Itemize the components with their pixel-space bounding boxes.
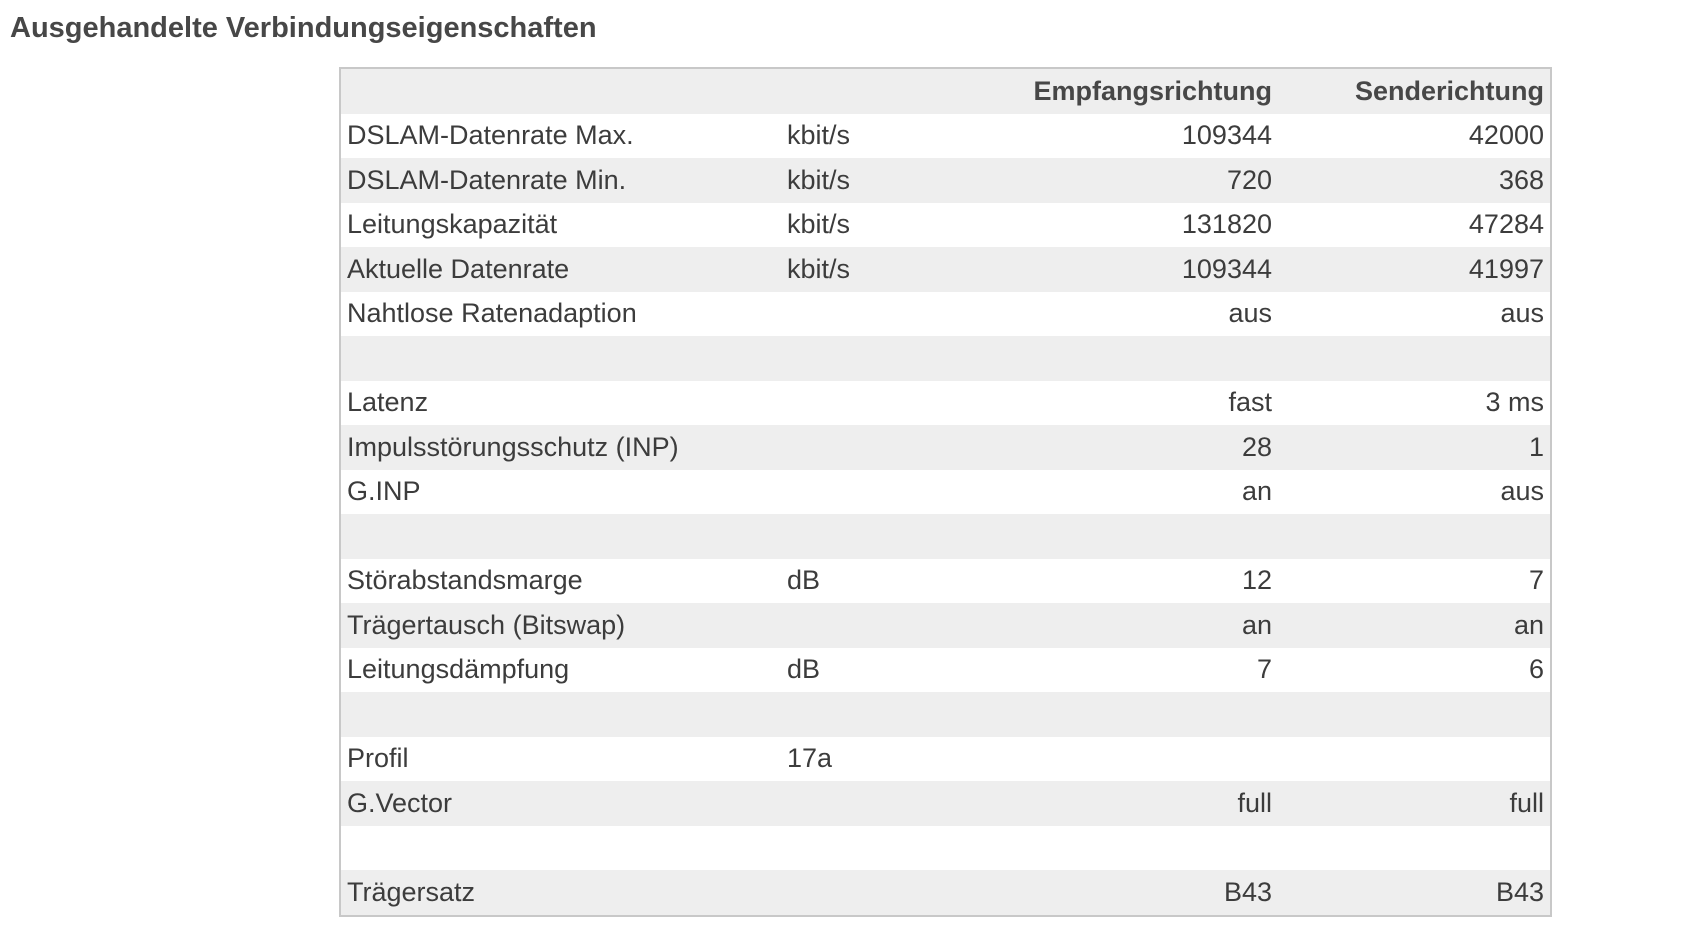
row-unit bbox=[781, 781, 1021, 826]
row-unit bbox=[781, 336, 1021, 381]
table-row bbox=[341, 781, 1550, 826]
table-header-row bbox=[341, 69, 1550, 114]
row-label: DSLAM-Datenrate Max. bbox=[347, 120, 634, 151]
row-upstream-value: 42000 bbox=[1468, 120, 1544, 151]
row-upstream-value bbox=[1278, 737, 1550, 782]
table-row bbox=[341, 381, 1550, 426]
row-unit: dB bbox=[787, 654, 821, 685]
row-unit: kbit/s bbox=[787, 164, 851, 195]
page-title: Ausgehandelte Verbindungseigenschaften bbox=[10, 12, 597, 44]
row-downstream-value: 720 bbox=[1226, 164, 1272, 195]
table-row bbox=[341, 425, 1550, 470]
row-label: Trägersatz bbox=[347, 876, 476, 907]
row-downstream-value: an bbox=[1241, 476, 1272, 507]
row-downstream-value: 131820 bbox=[1181, 209, 1272, 240]
row-unit bbox=[781, 826, 1021, 871]
row-unit: dB bbox=[787, 565, 821, 596]
connection-properties-table bbox=[339, 67, 1552, 917]
table-row bbox=[341, 203, 1550, 248]
row-upstream-value bbox=[1278, 514, 1550, 559]
row-unit bbox=[781, 470, 1021, 515]
table-spacer-row bbox=[341, 336, 1550, 381]
table-row bbox=[341, 470, 1550, 515]
row-label bbox=[341, 336, 781, 381]
row-downstream-value: aus bbox=[1228, 298, 1272, 329]
row-unit bbox=[781, 381, 1021, 426]
row-label: Profil bbox=[347, 743, 409, 774]
row-downstream-value: an bbox=[1241, 609, 1272, 640]
row-downstream-value: 12 bbox=[1241, 565, 1272, 596]
row-unit bbox=[781, 292, 1021, 337]
row-unit bbox=[781, 692, 1021, 737]
row-label bbox=[341, 826, 781, 871]
row-downstream-value: fast bbox=[1228, 387, 1272, 418]
row-unit: kbit/s bbox=[787, 253, 851, 284]
row-downstream-value: 28 bbox=[1241, 431, 1272, 462]
row-downstream-value: 109344 bbox=[1181, 253, 1272, 284]
row-label bbox=[341, 514, 781, 559]
row-upstream-value bbox=[1278, 336, 1550, 381]
row-label: G.Vector bbox=[347, 787, 453, 818]
row-label bbox=[341, 692, 781, 737]
row-downstream-value bbox=[1021, 737, 1278, 782]
row-label: Leitungskapazität bbox=[347, 209, 558, 240]
row-unit bbox=[781, 603, 1021, 648]
row-upstream-value: 7 bbox=[1528, 565, 1544, 596]
row-upstream-value: aus bbox=[1500, 298, 1544, 329]
row-downstream-value bbox=[1021, 692, 1278, 737]
row-label: Nahtlose Ratenadaption bbox=[347, 298, 637, 329]
table-row bbox=[341, 114, 1550, 159]
table-row bbox=[341, 292, 1550, 337]
table-row bbox=[341, 247, 1550, 292]
header-unit bbox=[781, 69, 1021, 114]
row-downstream-value: 109344 bbox=[1181, 120, 1272, 151]
row-upstream-value: 3 ms bbox=[1485, 387, 1544, 418]
table-spacer-row bbox=[341, 514, 1550, 559]
row-downstream-value bbox=[1021, 514, 1278, 559]
row-upstream-value: aus bbox=[1500, 476, 1544, 507]
row-unit bbox=[781, 514, 1021, 559]
row-upstream-value bbox=[1278, 826, 1550, 871]
table-spacer-row bbox=[341, 692, 1550, 737]
row-unit: kbit/s bbox=[787, 120, 851, 151]
row-label: Leitungsdämpfung bbox=[347, 654, 570, 685]
row-upstream-value: full bbox=[1509, 787, 1544, 818]
table-row bbox=[341, 648, 1550, 693]
row-unit bbox=[781, 870, 1021, 915]
table-row bbox=[341, 737, 1550, 782]
row-unit bbox=[781, 425, 1021, 470]
row-upstream-value: 47284 bbox=[1468, 209, 1544, 240]
header-upstream: Senderichtung bbox=[1354, 75, 1544, 106]
table-row bbox=[341, 559, 1550, 604]
row-upstream-value: 41997 bbox=[1468, 253, 1544, 284]
row-upstream-value: B43 bbox=[1495, 876, 1544, 907]
row-label: Latenz bbox=[347, 387, 429, 418]
row-label: Trägertausch (Bitswap) bbox=[347, 609, 626, 640]
row-label: Impulsstörungsschutz (INP) bbox=[347, 431, 679, 462]
row-unit: 17a bbox=[787, 743, 833, 774]
table-row bbox=[341, 870, 1550, 915]
row-downstream-value: 7 bbox=[1256, 654, 1272, 685]
row-upstream-value: an bbox=[1513, 609, 1544, 640]
table-row bbox=[341, 158, 1550, 203]
row-upstream-value: 6 bbox=[1528, 654, 1544, 685]
table-spacer-row bbox=[341, 826, 1550, 871]
row-downstream-value: full bbox=[1237, 787, 1272, 818]
row-label: Aktuelle Datenrate bbox=[347, 253, 570, 284]
row-upstream-value: 1 bbox=[1528, 431, 1544, 462]
row-upstream-value bbox=[1278, 692, 1550, 737]
row-downstream-value bbox=[1021, 336, 1278, 381]
row-label: Störabstandsmarge bbox=[347, 565, 583, 596]
row-label: G.INP bbox=[347, 476, 421, 507]
row-label: DSLAM-Datenrate Min. bbox=[347, 164, 627, 195]
row-upstream-value: 368 bbox=[1498, 164, 1544, 195]
row-downstream-value bbox=[1021, 826, 1278, 871]
row-downstream-value: B43 bbox=[1223, 876, 1272, 907]
header-label bbox=[341, 69, 781, 114]
header-downstream: Empfangsrichtung bbox=[1033, 75, 1272, 106]
row-unit: kbit/s bbox=[787, 209, 851, 240]
table-row bbox=[341, 603, 1550, 648]
